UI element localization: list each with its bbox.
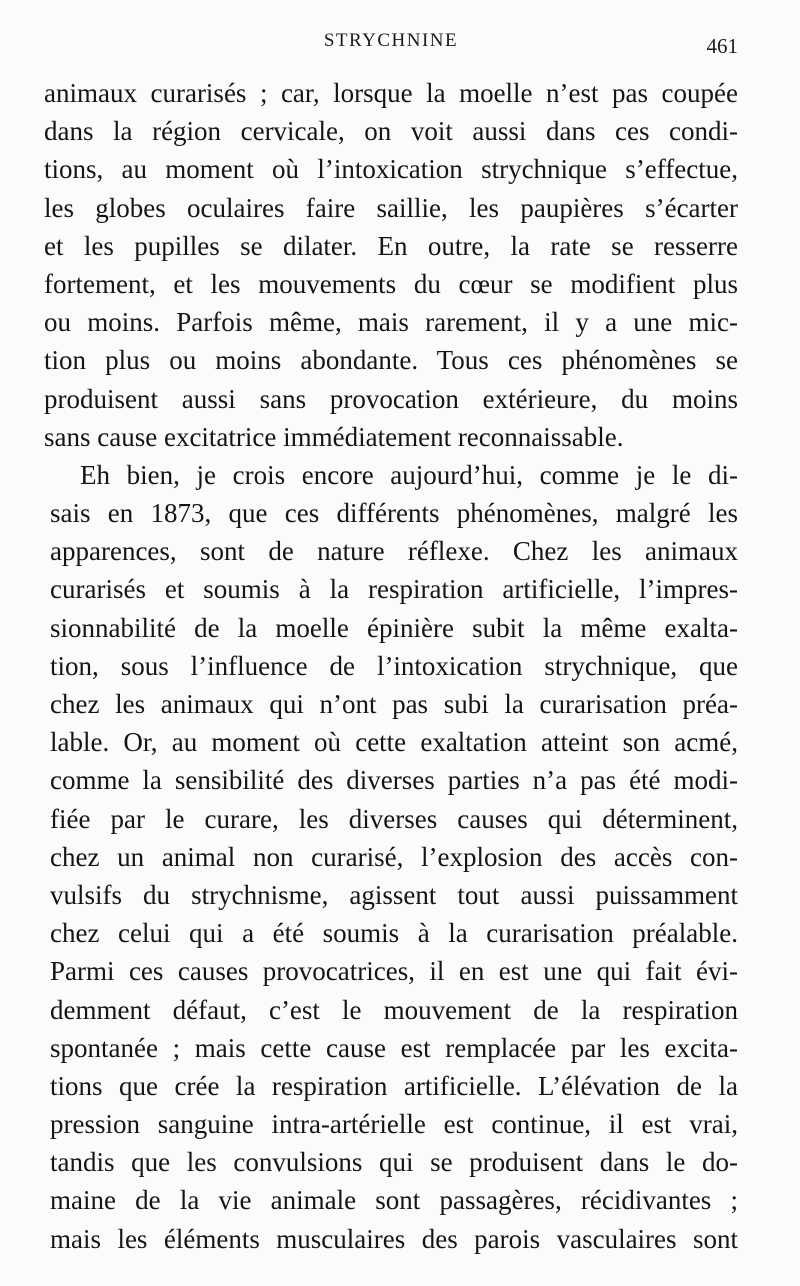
paragraph-1 <box>44 74 738 456</box>
text-line: sans cause excitatrice immédiatement reconnaissable. <box>44 421 624 452</box>
text-line: et les pupilles se dilater. En outre, la rate se resserre <box>44 230 738 261</box>
text-line: tion, sous l’influence de l’intoxication strychnique, que <box>50 650 738 681</box>
text-line: fiée par le curare, les diverses causes qui déterminent, <box>50 803 738 834</box>
text-line: demment défaut, c’est le mouvement de la respiration <box>50 994 738 1025</box>
text-line: tions que crée la respiration artificielle. L’élévation de la <box>50 1070 738 1101</box>
text-line: chez les animaux qui n’ont pas subi la curarisation préa- <box>50 689 738 719</box>
text-line: sionnabilité de la moelle épinière subit la même exalta- <box>50 612 738 643</box>
text-line: chez celui qui a été soumis à la curarisation préalable. <box>50 918 738 949</box>
text-line: pression sanguine intra-artérielle est continue, il est vrai, <box>50 1109 738 1140</box>
text-line: curarisés et soumis à la respiration artificielle, l’impres- <box>50 574 738 605</box>
text-line: dans la région cervicale, on voit aussi dans ces condi- <box>44 116 738 147</box>
text-line: animaux curarisés ; car, lorsque la moelle n’est pas coupée <box>44 78 738 108</box>
page-number: 461 <box>706 34 738 58</box>
text-line: tandis que les convulsions qui se produisent dans le do- <box>50 1147 738 1178</box>
text-line: tion plus ou moins abondante. Tous ces phénomènes se <box>44 345 738 376</box>
text-line: lable. Or, au moment où cette exaltation atteint son acmé, <box>50 727 738 758</box>
text-line: sais en 1873, que ces différents phénomènes, malgré les <box>50 498 738 529</box>
text-line: apparences, sont de nature réflexe. Chez les animaux <box>50 536 738 567</box>
text-line: spontanée ; mais cette cause est remplacée par les excita- <box>50 1032 738 1063</box>
text-line: les globes oculaires faire saillie, les paupières s’écarter <box>44 192 738 223</box>
running-head <box>44 30 738 60</box>
text-line: Eh bien, je crois encore aujourd’hui, comme je le di- <box>80 459 738 490</box>
running-title: STRYCHNINE <box>323 30 459 51</box>
text-line: mais les éléments musculaires des parois vasculaires sont <box>50 1223 738 1254</box>
text-line: comme la sensibilité des diverses parties n’a pas été modi- <box>50 765 738 796</box>
text-line: chez un animal non curarisé, l’explosion des accès con- <box>50 841 738 872</box>
text-line: produisent aussi sans provocation extérieure, du moins <box>44 383 738 414</box>
body-text <box>44 74 738 1258</box>
paragraph-2 <box>44 456 738 1258</box>
text-line: fortement, et les mouvements du cœur se modifient plus <box>44 268 738 299</box>
text-line: tions, au moment où l’intoxication strychnique s’effectue, <box>44 154 738 185</box>
text-line: vulsifs du strychnisme, agissent tout aussi puissamment <box>50 879 738 910</box>
text-line: Parmi ces causes provocatrices, il en est une qui fait évi- <box>50 956 738 987</box>
text-line: maine de la vie animale sont passagères, récidivantes ; <box>50 1185 738 1216</box>
text-line: ou moins. Parfois même, mais rarement, il y a une mic- <box>44 307 738 338</box>
